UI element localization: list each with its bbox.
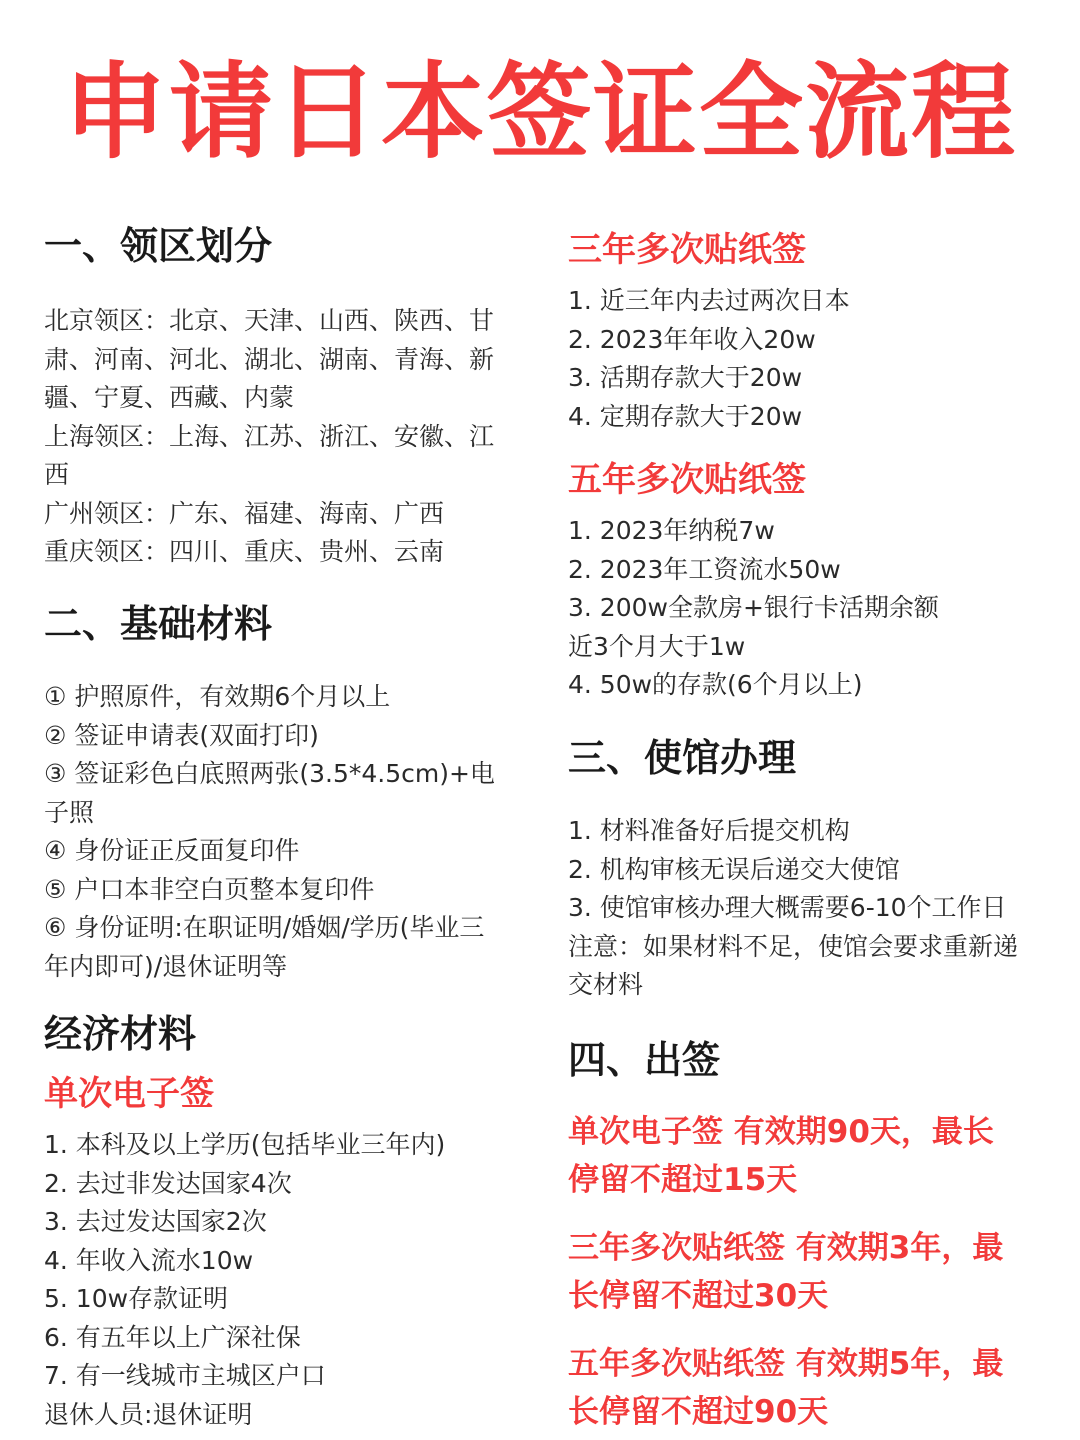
text-line: 西 — [44, 460, 70, 489]
section-heading-consular-districts: 一、领区划分 — [44, 224, 273, 268]
list-item: 7. 有一线城市主城区户口 — [44, 1361, 326, 1390]
list-item: ⑥ 身份证明:在职证明/婚姻/学历(毕业三 — [44, 913, 485, 942]
three-year-visa-list — [568, 282, 850, 436]
section-heading-basic-materials: 二、基础材料 — [44, 602, 273, 646]
list-item: 3. 活期存款大于20w — [568, 363, 803, 392]
list-item: ① 护照原件，有效期6个月以上 — [44, 682, 391, 711]
list-item: 3. 200w全款房+银行卡活期余额 — [568, 593, 939, 622]
list-item: ③ 签证彩色白底照两张(3.5*4.5cm)+电 — [44, 759, 495, 788]
list-item: 4. 定期存款大于20w — [568, 401, 803, 431]
note-line: 三年多次贴纸签 有效期3年，最 — [568, 1230, 1004, 1266]
issuance-note-single — [568, 1108, 994, 1204]
list-item: 子照 — [44, 797, 95, 827]
list-item: 3. 去过发达国家2次 — [44, 1207, 267, 1236]
note-line: 长停留不超过30天 — [568, 1278, 829, 1314]
list-item: 4. 年收入流水10w — [44, 1245, 254, 1275]
list-item: 退休人员:退休证明 — [44, 1399, 253, 1429]
list-item: 年内即可)/退休证明等 — [44, 951, 288, 981]
basic-materials-list — [44, 678, 495, 986]
list-item: 6. 有五年以上广深社保 — [44, 1322, 301, 1352]
note-line: 长停留不超过90天 — [568, 1394, 829, 1430]
list-item: 2. 2023年工资流水50w — [568, 554, 841, 584]
list-item: 2. 机构审核无误后递交大使馆 — [568, 854, 900, 884]
list-item: 注意：如果材料不足，使馆会要求重新递 — [568, 931, 1019, 961]
consular-districts-text — [44, 302, 494, 572]
list-item: 5. 10w存款证明 — [44, 1284, 229, 1313]
text-line: 肃、河南、河北、湖北、湖南、青海、新 — [44, 344, 495, 374]
section-heading-embassy-processing: 三、使馆办理 — [568, 736, 797, 780]
subheading-single-e-visa: 单次电子签 — [44, 1074, 214, 1114]
note-line: 停留不超过15天 — [568, 1162, 798, 1198]
list-item: 4. 50w的存款(6个月以上) — [568, 670, 863, 699]
list-item: ⑤ 户口本非空白页整本复印件 — [44, 874, 375, 904]
note-line: 五年多次贴纸签 有效期5年，最 — [568, 1346, 1004, 1382]
note-line: 单次电子签 有效期90天，最长 — [568, 1114, 994, 1150]
list-item: 3. 使馆审核办理大概需要6-10个工作日 — [568, 893, 1007, 922]
list-item: ② 签证申请表(双面打印) — [44, 720, 319, 750]
text-line: 广州领区：广东、福建、海南、广西 — [44, 498, 445, 528]
single-e-visa-list — [44, 1126, 445, 1434]
list-item: 近3个月大于1w — [568, 631, 746, 661]
subheading-three-year-visa: 三年多次贴纸签 — [568, 230, 806, 270]
list-item: ④ 身份证正反面复印件 — [44, 836, 300, 865]
list-item: 1. 本科及以上学历(包括毕业三年内) — [44, 1130, 446, 1159]
embassy-processing-list — [568, 812, 1018, 1005]
issuance-note-three-year — [568, 1224, 1003, 1320]
list-item: 2. 去过非发达国家4次 — [44, 1168, 292, 1198]
text-line: 重庆领区：四川、重庆、贵州、云南 — [44, 537, 445, 566]
section-heading-financial-materials: 经济材料 — [44, 1012, 197, 1056]
list-item: 交材料 — [568, 970, 644, 999]
list-item: 1. 材料准备好后提交机构 — [568, 816, 850, 845]
list-item: 1. 2023年纳税7w — [568, 516, 775, 545]
list-item: 2. 2023年年收入20w — [568, 324, 816, 354]
page-title: 申请日本签证全流程 — [62, 51, 1017, 173]
subheading-five-year-visa: 五年多次贴纸签 — [568, 460, 806, 500]
issuance-note-five-year — [568, 1340, 1003, 1436]
text-line: 上海领区：上海、江苏、浙江、安徽、江 — [44, 421, 495, 451]
five-year-visa-list — [568, 512, 939, 705]
list-item: 1. 近三年内去过两次日本 — [568, 286, 850, 315]
section-heading-visa-issuance: 四、出签 — [568, 1038, 721, 1082]
text-line: 疆、宁夏、西藏、内蒙 — [44, 383, 295, 412]
text-line: 北京领区：北京、天津、山西、陕西、甘 — [44, 306, 495, 335]
